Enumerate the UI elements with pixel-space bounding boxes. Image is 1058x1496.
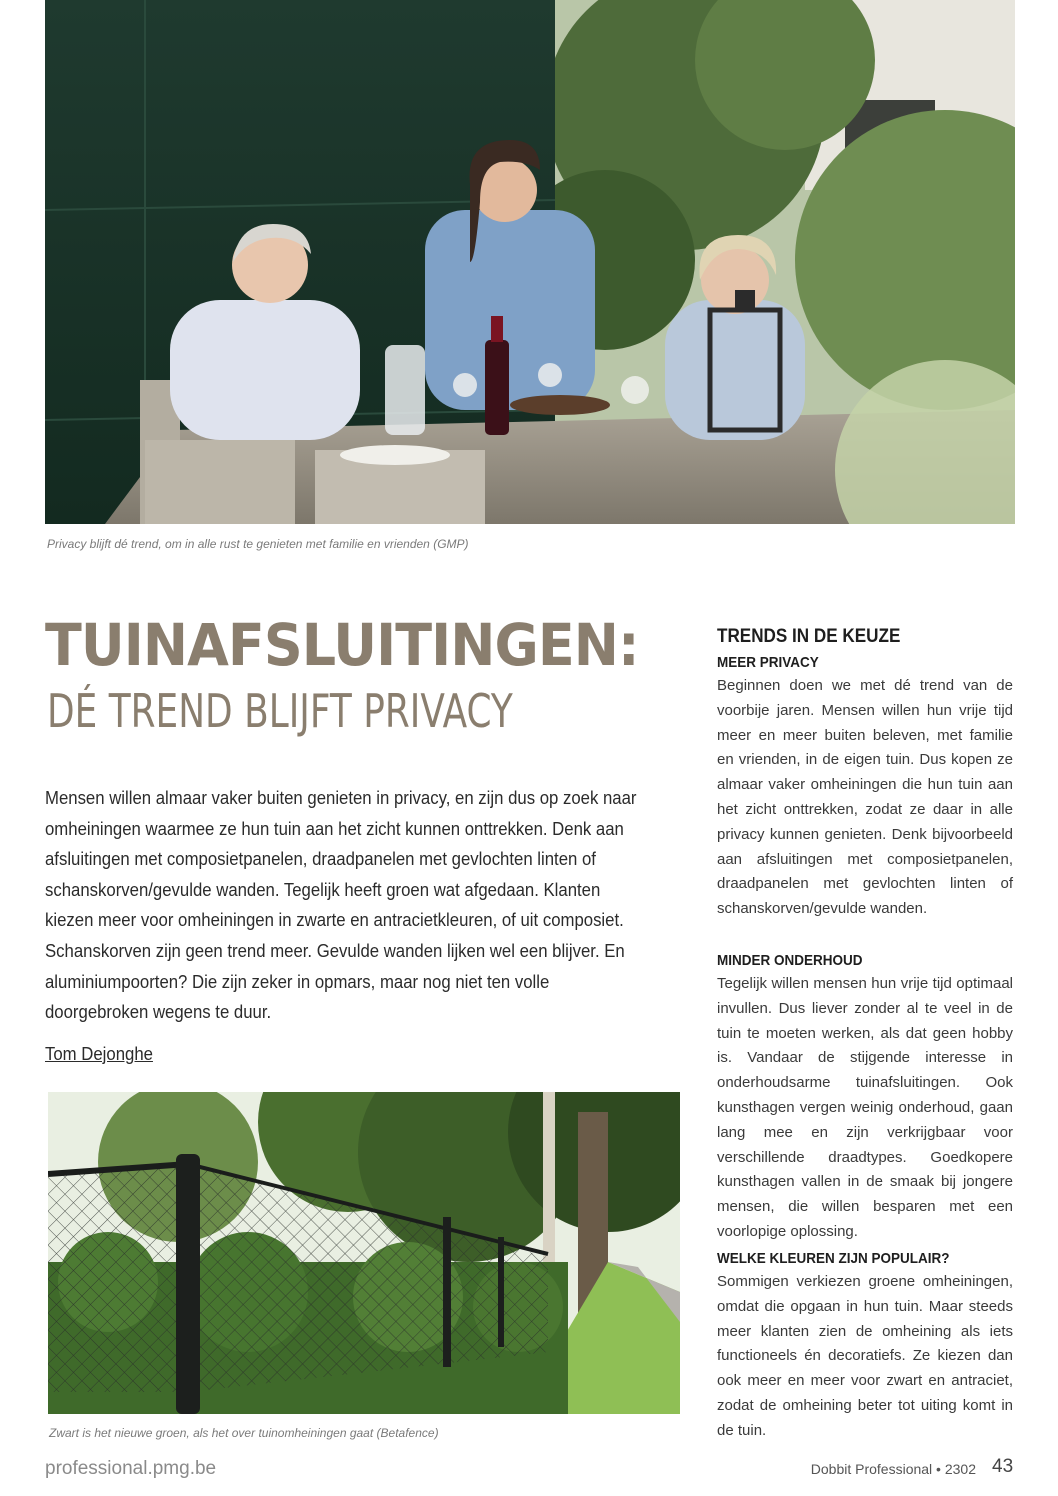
fence-photo xyxy=(48,1092,680,1414)
sidebar-heading: TRENDS IN DE KEUZE xyxy=(717,626,901,647)
section-text: Sommigen verkiezen groene omheiningen, omdat die opgaan in hun tuin. Maar steeds meer klanten zien de omheining als iets functioneels én decoratiefs. Ze kiezen dan ook meer en meer voor zwart en antraciet, zodat de omheining beter tot uiting komt in de tuin. xyxy=(717,1273,1013,1439)
page-number: 43 xyxy=(992,1456,1014,1477)
footer-url-link[interactable]: professional.pmg.be xyxy=(45,1458,217,1479)
hero-photo xyxy=(45,0,1015,524)
article-subtitle: DÉ TREND BLIJFT PRIVACY xyxy=(47,684,513,738)
section-text: Tegelijk willen mensen hun vrije tijd optimaal invullen. Dus liever zonder al te veel in de tuin te moeten werken, als dat geen hobby is. Vandaar de stijgende interesse in onderhoudsarme tuinafsluitingen. Ook kunsthagen vergen weinig onderhoud, gaan lang mee en zijn verkrijgbaar voor verschillende draadtypes. Goedkopere kunsthagen vallen in de smaak bij jongere mensen, die willen besparen met een voorlopige oplossing. xyxy=(717,975,1013,1240)
author-link[interactable]: Tom Dejonghe xyxy=(45,1044,153,1064)
section-heading: MINDER ONDERHOUD xyxy=(717,952,863,969)
article-intro xyxy=(45,783,645,1028)
fence-caption: Zwart is het nieuwe groen, als het over tuinomheiningen gaat (Betafence) xyxy=(49,1426,439,1440)
article-title: TUINAFSLUITINGEN: xyxy=(45,611,639,679)
section-text: Beginnen doen we met dé trend van de voorbije jaren. Mensen willen hun vrije tijd meer en meer buiten beleven, met familie en vrienden, in de eigen tuin. Dus kopen ze almaar vaker omheiningen die hun tuin aan het zicht onttrekken, zodat ze daar in alle privacy kunnen genieten. Denk bijvoorbeeld aan afsluitingen met composietpanelen, draadpanelen met gevlochten linten of schanskorven/gevulde wanden. xyxy=(717,677,1013,918)
section-heading: WELKE KLEUREN ZIJN POPULAIR? xyxy=(717,1250,950,1267)
section-kleuren xyxy=(717,1248,1013,1444)
section-meer-privacy xyxy=(717,652,1013,922)
section-minder-onderhoud xyxy=(717,950,1013,1245)
garden-dinner-illustration xyxy=(45,0,1015,524)
intro-text: Mensen willen almaar vaker buiten genieten in privacy, en zijn dus op zoek naar omheiningen waarmee ze hun tuin aan het zicht kunnen onttrekken. Denk aan afsluitingen met composietpanelen, draadpanelen met gevlochten linten of schanskorven/gevulde wanden. Tegelijk heeft groen wat afgedaan. Klanten kiezen meer voor omheiningen in zwarte en antracietkleuren, of uit composiet. Schanskorven zijn geen trend meer. Gevulde wanden lijken wel een blijver. En aluminiumpoorten? Die zijn zeker in opmars, maar nog niet ten volle doorgebroken wegens te duur. xyxy=(45,788,637,1023)
fence-illustration xyxy=(48,1092,680,1414)
section-heading: MEER PRIVACY xyxy=(717,654,819,671)
sidebar-column xyxy=(717,624,1013,1439)
footer-magazine: Dobbit Professional • 2302 xyxy=(810,1461,976,1477)
hero-caption: Privacy blijft dé trend, om in alle rust te genieten met familie en vrienden (GMP) xyxy=(47,537,469,551)
